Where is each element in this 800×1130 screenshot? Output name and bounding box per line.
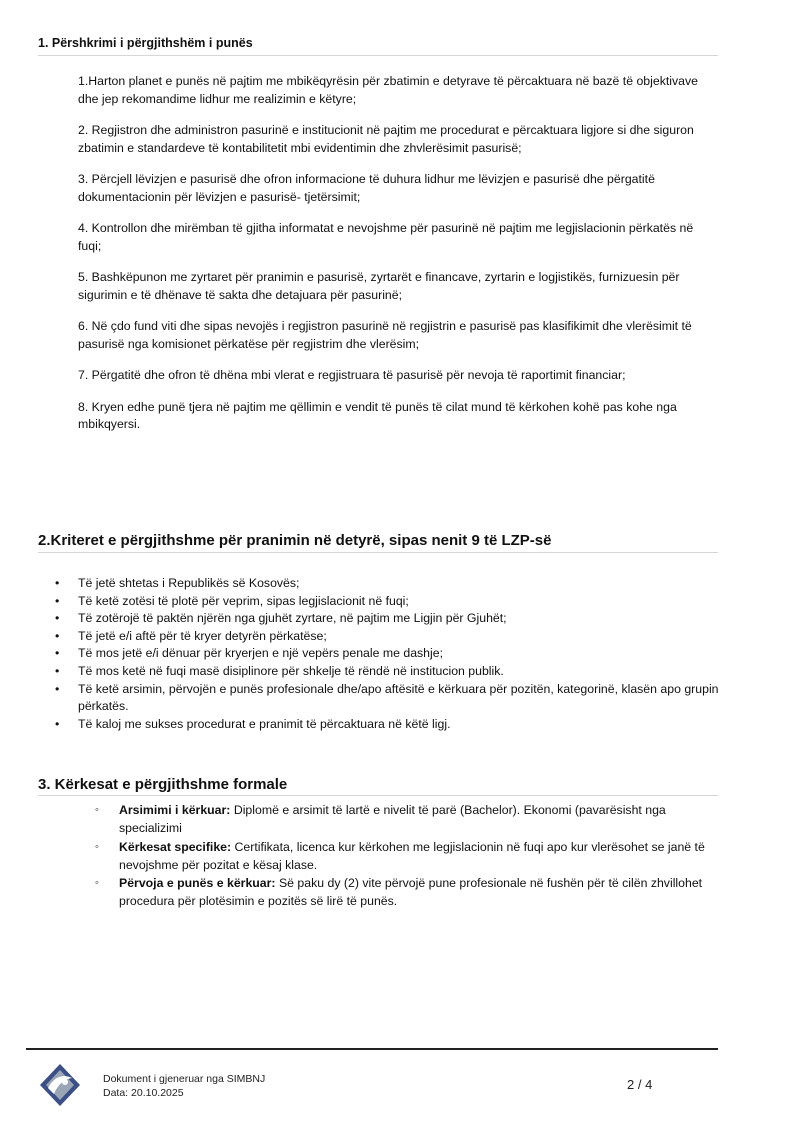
bullet-icon: • xyxy=(55,681,60,696)
list-item: • Të ketë zotësi të plotë për veprim, sipas legjislacionit në fuqi; xyxy=(55,593,725,611)
requirement-text: Së paku dy (2) vite përvojë pune profesionale në fushën për të cilën zhvillohet procedura për plotësimin e pozitës së lirë të punës. xyxy=(119,876,703,908)
formal-requirements-list xyxy=(95,801,720,911)
list-item: • Të jetë e/i aftë për të kryer detyrën përkatëse; xyxy=(55,628,725,646)
circle-bullet-icon: ◦ xyxy=(95,877,99,889)
bullet-icon: • xyxy=(55,593,60,608)
job-description-list xyxy=(78,73,718,448)
requirement-text: Diplomë e arsimit të lartë e nivelit të parë (Bachelor). Ekonomi (pavarësisht nga specializimi xyxy=(119,803,666,835)
bullet-icon: • xyxy=(55,576,60,590)
circle-bullet-icon: ◦ xyxy=(95,840,99,853)
bullet-icon: • xyxy=(55,663,60,678)
requirement-label: Përvoja e punës e kërkuar: xyxy=(119,876,276,890)
list-item: 4. Kontrollon dhe mirëmban të gjitha informatat e nevojshme për pasurinë në pajtim me legjislacionin përkatës në fuqi; xyxy=(78,221,694,253)
list-item: • Të zotërojë të paktën njërën nga gjuhët zyrtare, në pajtim me Ligjin për Gjuhët; xyxy=(55,610,725,628)
list-item: • Të ketë arsimin, përvojën e punës profesionale dhe/apo aftësitë e kërkuara për pozitën, kategorinë, klasën apo grupin përkatës. xyxy=(55,681,719,714)
footer-info xyxy=(103,1072,265,1100)
footer-divider xyxy=(26,1048,718,1050)
bullet-icon: • xyxy=(55,611,60,626)
list-item xyxy=(95,874,720,910)
list-item: 7. Përgatitë dhe ofron të dhëna mbi vlerat e regjistruara të pasurisë për nevoja të raportimit financiar; xyxy=(78,368,626,382)
section-3-title: 3. Kërkesat e përgjithshme formale xyxy=(38,775,718,796)
list-item: • Të mos jetë e/i dënuar për kryerjen e një vepërs penale me dashje; xyxy=(55,645,725,663)
list-item xyxy=(95,838,720,874)
list-item: 1.Harton planet e punës në pajtim me mbikëqyrësin për zbatimin e detyrave të përcaktuara në bazë të objektivave dhe jep rekomandime lidhur me realizimin e këtyre; xyxy=(78,74,698,106)
requirement-label: Kërkesat specifike: xyxy=(119,839,232,854)
generated-by-text: Dokument i gjeneruar nga SIMBNJ xyxy=(103,1073,266,1085)
list-item: • Të mos ketë në fuqi masë disiplinore për shkelje të rëndë në institucion publik. xyxy=(55,663,725,681)
section-2-title: 2.Kriteret e përgjithshme për pranimin në detyrë, sipas nenit 9 të LZP-së xyxy=(38,531,718,553)
list-item: • Të jetë shtetas i Republikës së Kosovës; xyxy=(55,575,725,593)
requirement-text: Certifikata, licenca kur kërkohen me legjislacionin në fuqi apo kur vlerësohet se janë të nevojshme për pozitat e kësaj klase. xyxy=(119,839,705,872)
bullet-icon: • xyxy=(55,716,60,731)
bullet-icon: • xyxy=(55,646,60,661)
section-1-title: 1. Përshkrimi i përgjithshëm i punës xyxy=(38,35,718,56)
requirement-label: Arsimimi i kërkuar: xyxy=(119,803,231,817)
list-item: 2. Regjistron dhe administron pasurinë e institucionit në pajtim me procedurat e përcaktuara ligjore si dhe siguron zbatimin e standardeve të kontabilitetit mbi evidentimin dhe zhvlerësimit pasurisë; xyxy=(78,123,694,155)
date-text: Data: 20.10.2025 xyxy=(103,1087,184,1099)
circle-bullet-icon: ◦ xyxy=(95,804,99,816)
simbnj-logo-icon xyxy=(40,1064,80,1106)
list-item: 8. Kryen edhe punë tjera në pajtim me qëllimin e vendit të punës të cilat mund të kërkohen kohë pas kohe nga mbikqyersi. xyxy=(78,399,677,431)
list-item: • Të kaloj me sukses procedurat e pranimit të përcaktuara në këtë ligj. xyxy=(55,716,725,734)
page-number: 2 / 4 xyxy=(627,1077,653,1092)
list-item: 6. Në çdo fund viti dhe sipas nevojës i regjistron pasurinë në regjistrin e pasurisë pas klasifikimit dhe vlerësimit të pasurisë nga komisionet përkatëse për regjistrim dhe vlerësim; xyxy=(78,319,692,351)
general-criteria-list xyxy=(55,575,725,733)
list-item xyxy=(95,801,720,837)
list-item: 3. Përcjell lëvizjen e pasurisë dhe ofron informacione të duhura lidhur me lëvizjen e pasurisë dhe përgatitë dokumentacionin për lëvizjen e pasurisë- tjetërsimit; xyxy=(78,172,655,204)
list-item: 5. Bashkëpunon me zyrtaret për pranimin e pasurisë, zyrtarët e financave, zyrtarin e logjistikës, furnizuesin për sigurimin e të dhënave të sakta dhe detajuara për pasurinë; xyxy=(78,270,680,302)
bullet-icon: • xyxy=(55,628,60,643)
